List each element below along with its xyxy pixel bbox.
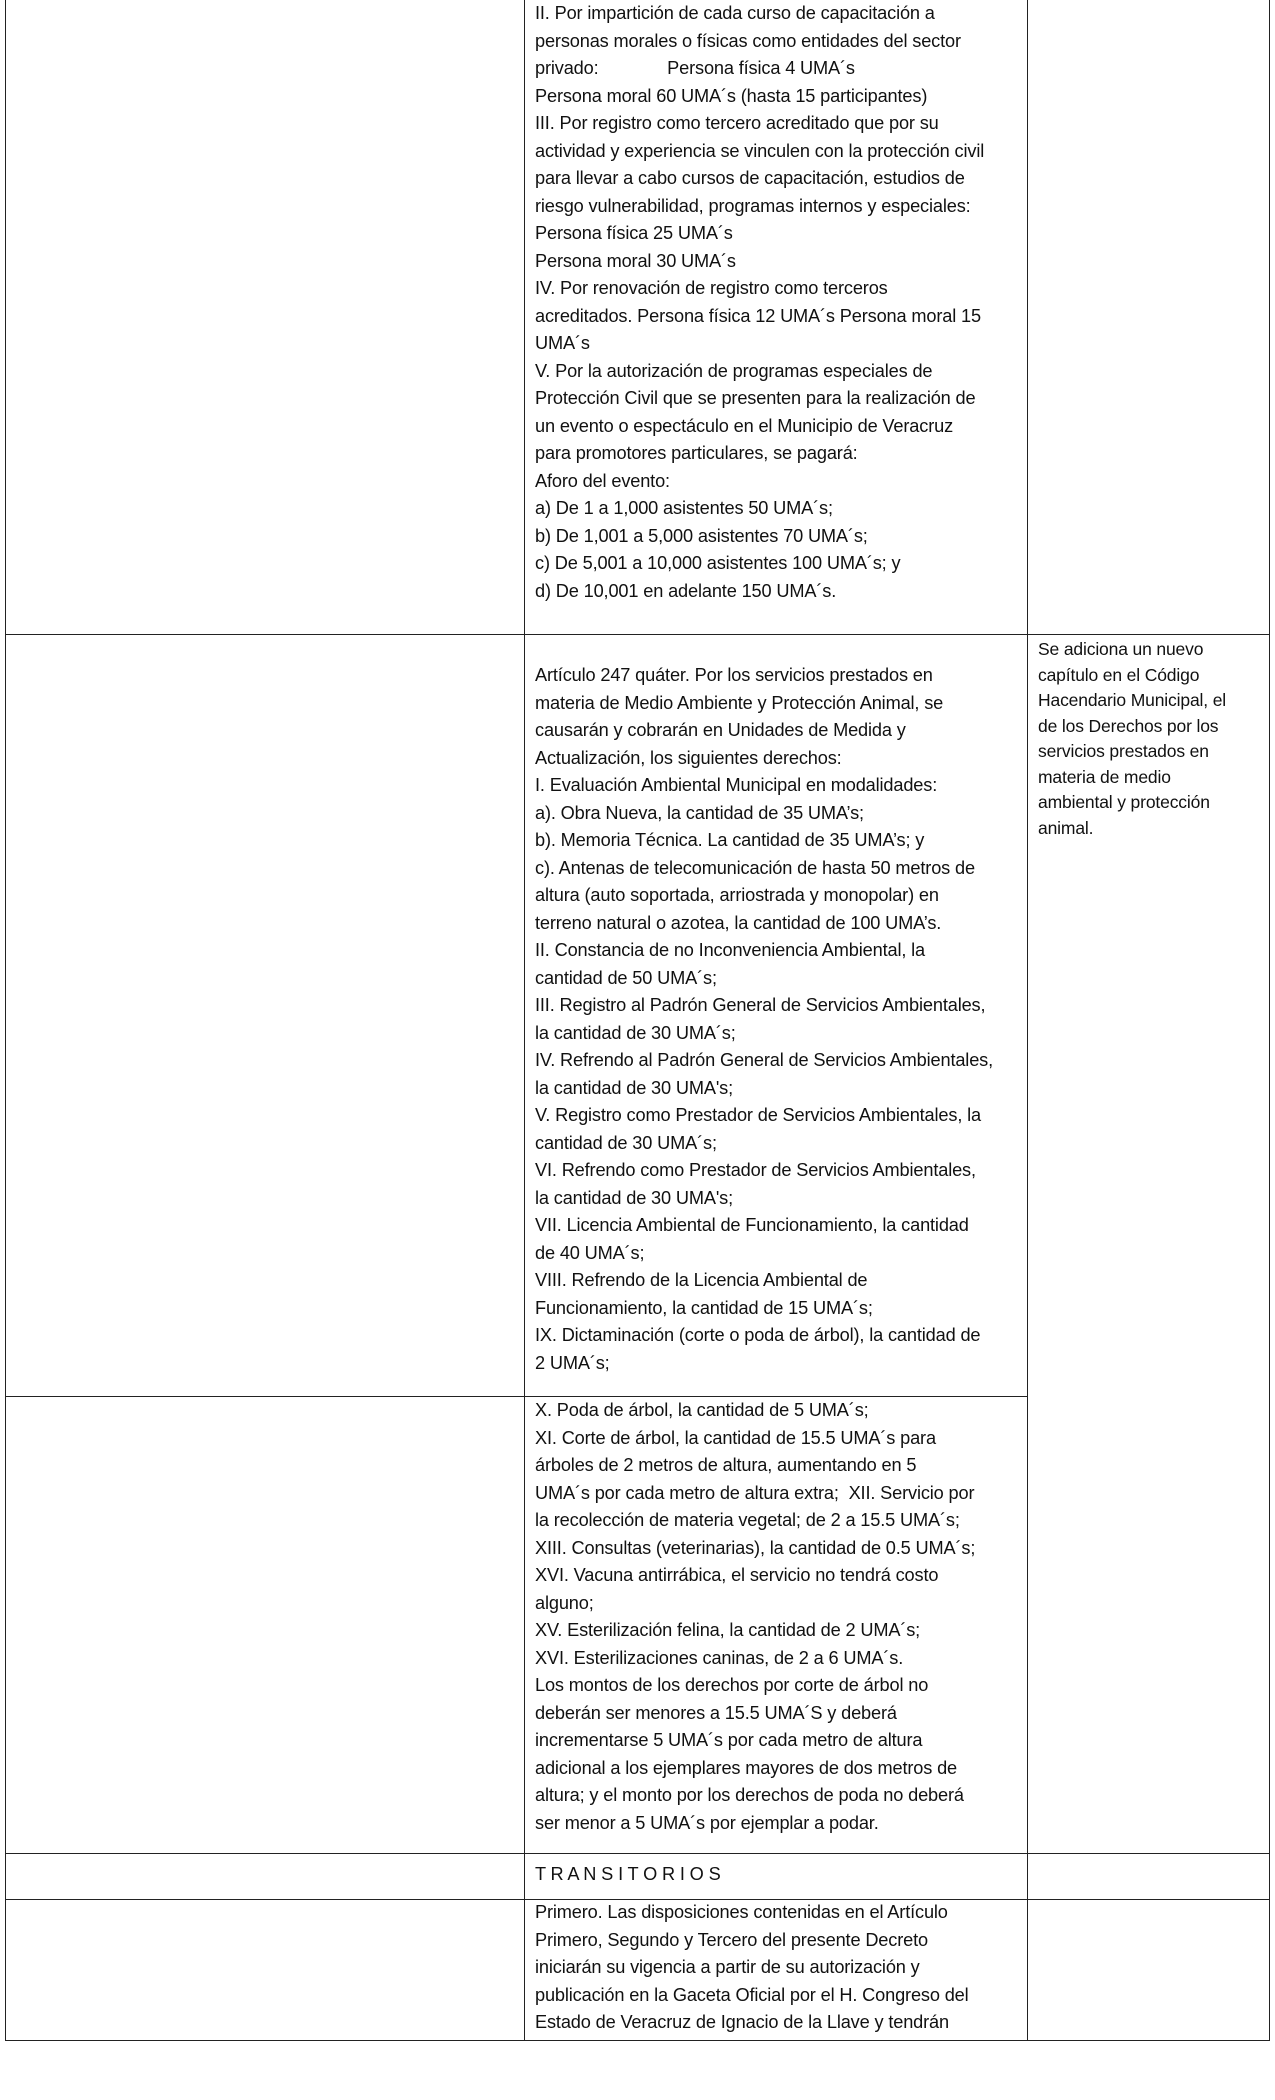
text-line: publicación en la Gaceta Oficial por el H. Congreso del [535,1984,969,2005]
text-line: ser menor a 5 UMA´s por ejemplar a podar. [535,1812,879,1833]
text-line: XVI. Esterilizaciones caninas, de 2 a 6 UMA´s. [535,1647,904,1668]
text-line: V. Registro como Prestador de Servicios Ambientales, la [535,1105,981,1125]
text-line: II. Por impartición de cada curso de capacitación a [535,3,935,23]
text-line: Persona moral 60 UMA´s (hasta 15 participantes) [535,85,928,106]
text-line: 2 UMA´s; [535,1352,610,1373]
text-line: materia de medio [1038,766,1171,787]
text-line: Primero, Segundo y Tercero del presente Decreto [535,1929,928,1950]
text-line: animal. [1038,817,1094,838]
table-cell-empty [6,1899,525,2040]
text-line: Primero. Las disposiciones contenidas en el Artículo [535,1902,948,1922]
table-row [5,1899,1270,2041]
text-line: XV. Esterilización felina, la cantidad de 2 UMA´s; [535,1620,921,1640]
table-cell-note [1028,0,1269,634]
text-line: a) De 1 a 1,000 asistentes 50 UMA´s; [535,498,833,518]
text-line: XIII. Consultas (veterinarias), la cantidad de 0.5 UMA´s; [535,1537,976,1558]
text-line: la cantidad de 30 UMA's; [535,1077,734,1098]
text-line: adicional a los ejemplares mayores de dos metros de [535,1757,957,1778]
table-cell-text [525,1397,1028,1853]
text-line: terreno natural o azotea, la cantidad de 100 UMA’s. [535,912,942,933]
text-line: de 40 UMA´s; [535,1242,645,1263]
text-line: Persona física 25 UMA´s [535,223,733,243]
text-line: un evento o espectáculo en el Municipio de Veracruz [535,415,954,436]
table-cell-empty [6,1853,525,1899]
text-line: b). Memoria Técnica. La cantidad de 35 UMA’s; y [535,830,925,850]
text-line: V. Por la autorización de programas especiales de [535,360,933,381]
table-cell-note [1028,1397,1269,1853]
table-row [5,635,1270,1397]
text-line: Persona moral 30 UMA´s [535,250,736,271]
text-line: iniciarán su vigencia a partir de su autorización y [535,1957,920,1977]
text-line: Protección Civil que se presenten para la realización de [535,388,976,408]
text-line: capítulo en el Código [1038,664,1200,685]
text-line: alguno; [535,1592,594,1613]
table-row [5,1397,1270,1854]
text-line: cantidad de 50 UMA´s; [535,967,717,988]
text-line: II. Constancia de no Inconveniencia Ambiental, la [535,940,925,960]
table-cell-empty [6,1397,525,1853]
text-line: VIII. Refrendo de la Licencia Ambiental de [535,1270,868,1290]
text-line: III. Por registro como tercero acreditado que por su [535,113,939,133]
text-line: d) De 10,001 en adelante 150 UMA´s. [535,580,837,601]
text-line: Aforo del evento: [535,470,670,491]
text-line: III. Registro al Padrón General de Servicios Ambientales, [535,995,986,1015]
text-line: personas morales o físicas como entidades del sector [535,30,961,51]
text-line: Los montos de los derechos por corte de árbol no [535,1675,929,1695]
text-line: b) De 1,001 a 5,000 asistentes 70 UMA´s; [535,525,868,546]
text-line: servicios prestados en [1038,741,1209,761]
text-line: I. Evaluación Ambiental Municipal en modalidades: [535,775,938,795]
text-line: la cantidad de 30 UMA´s; [535,1022,736,1043]
text-line: actividad y experiencia se vinculen con la protección civil [535,140,985,161]
text-line: para llevar a cabo cursos de capacitación, estudios de [535,168,965,188]
text-line: VI. Refrendo como Prestador de Servicios Ambientales, [535,1160,976,1180]
table-cell-empty [6,0,525,634]
text-line: XVI. Vacuna antirrábica, el servicio no tendrá costo [535,1565,939,1585]
text-line: deberán ser menores a 15.5 UMA´S y deberá [535,1702,897,1723]
text-line: riesgo vulnerabilidad, programas internos y especiales: [535,195,971,216]
text-line: altura; y el monto por los derechos de poda no deberá [535,1785,964,1805]
text-line: VII. Licencia Ambiental de Funcionamiento, la cantidad [535,1215,969,1235]
text-line: IX. Dictaminación (corte o poda de árbol), la cantidad de [535,1325,981,1345]
text-line: IV. Refrendo al Padrón General de Servicios Ambientales, [535,1050,994,1070]
text-line: la recolección de materia vegetal; de 2 a 15.5 UMA´s; [535,1510,960,1530]
table-row [5,1853,1270,1900]
text-line: Artículo 247 quáter. Por los servicios prestados en [535,665,933,685]
text-line: Se adiciona un nuevo [1038,639,1204,659]
table-cell-text [525,1899,1028,2040]
text-line: UMA´s por cada metro de altura extra; XII. Servicio por [535,1482,975,1503]
text-line: para promotores particulares, se pagará: [535,443,858,463]
text-line: Funcionamiento, la cantidad de 15 UMA´s; [535,1297,873,1318]
text-line: causarán y cobrarán en Unidades de Medida y [535,720,906,740]
text-line: privado: Persona física 4 UMA´s [535,58,855,78]
text-line: ambiental y protección [1038,792,1210,812]
text-line: XI. Corte de árbol, la cantidad de 15.5 UMA´s para [535,1427,936,1448]
table-cell-note [1028,1899,1269,2040]
text-line: materia de Medio Ambiente y Protección Animal, se [535,692,944,713]
text-line: c) De 5,001 a 10,000 asistentes 100 UMA´s; y [535,553,901,573]
text-line: árboles de 2 metros de altura, aumentando en 5 [535,1455,917,1475]
text-line: Estado de Veracruz de Ignacio de la Llave y tendrán [535,2012,949,2032]
table-cell-text [525,0,1028,634]
text-line: a). Obra Nueva, la cantidad de 35 UMA’s; [535,802,864,823]
text-line: acreditados. Persona física 12 UMA´s Persona moral 15 [535,305,981,326]
text-line: UMA´s [535,333,590,353]
text-line: de los Derechos por los [1038,715,1219,736]
text-line: Actualización, los siguientes derechos: [535,747,842,768]
table-cell-empty [6,635,525,1397]
transitorios-heading [525,1853,1028,1899]
text-line: altura (auto soportada, arriostrada y monopolar) en [535,885,939,905]
text-line: la cantidad de 30 UMA's; [535,1187,734,1208]
text-line: incrementarse 5 UMA´s por cada metro de altura [535,1730,923,1750]
table-cell-note [1028,1853,1269,1899]
text-line: T R A N S I T O R I O S [535,1864,721,1884]
text-line: Hacendario Municipal, el [1038,690,1227,710]
text-line: cantidad de 30 UMA´s; [535,1132,717,1153]
table-row [5,0,1270,635]
text-line: IV. Por renovación de registro como terceros [535,278,888,298]
table-cell-text [525,635,1028,1397]
text-line: c). Antenas de telecomunicación de hasta 50 metros de [535,857,975,878]
text-line: X. Poda de árbol, la cantidad de 5 UMA´s; [535,1400,869,1420]
